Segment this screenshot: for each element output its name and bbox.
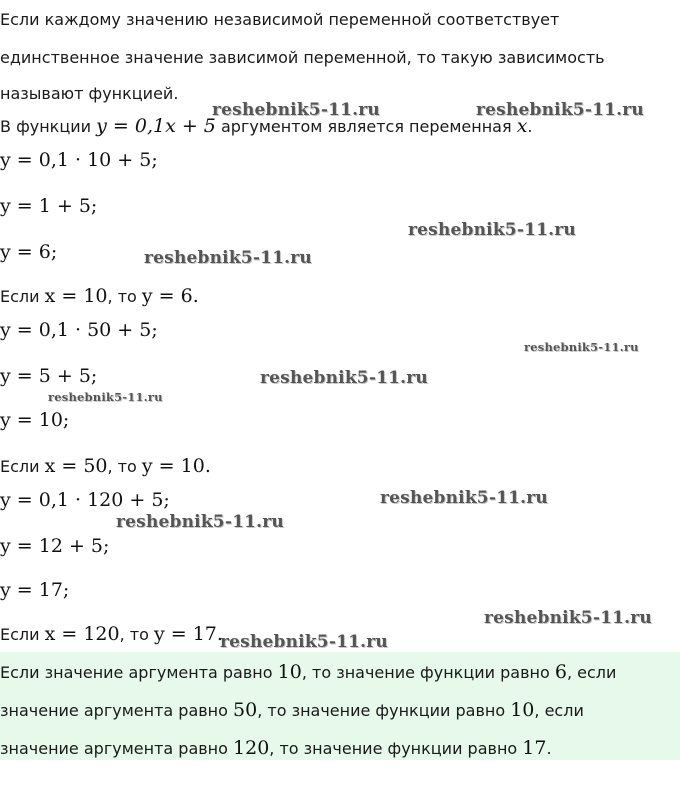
- answer-text: , то значение функции равно: [257, 701, 506, 720]
- conclusion-cond: x = 10: [44, 285, 108, 307]
- watermark: reshebnik5-11.ru: [116, 512, 284, 532]
- statement-end: .: [527, 117, 533, 136]
- answer-text: , то значение функции равно: [269, 739, 518, 758]
- answer-number: 17: [522, 737, 547, 759]
- conclusion-cond: x = 50: [44, 455, 108, 477]
- answer-text: , если: [534, 701, 584, 720]
- step-1-1: y = 0,1 · 10 + 5;: [0, 149, 158, 171]
- answer-number: 6: [554, 661, 567, 683]
- definition-line-2: единственное значение зависимой переменной, то такую зависимость: [0, 48, 605, 67]
- answer-number: 120: [233, 737, 270, 759]
- step-2-2: y = 5 + 5;: [0, 365, 98, 387]
- answer-line-1: [0, 660, 616, 684]
- watermark: reshebnik5-11.ru: [380, 488, 548, 508]
- step-3-2: y = 12 + 5;: [0, 535, 110, 557]
- step-1-3: y = 6;: [0, 241, 58, 263]
- conclusion-then: , то: [107, 287, 137, 306]
- conclusion-if: Если: [0, 625, 40, 644]
- conclusion-result: y = 6.: [141, 285, 199, 307]
- answer-line-3: [0, 736, 552, 760]
- watermark: reshebnik5-11.ru: [144, 248, 312, 268]
- step-2-1: y = 0,1 · 50 + 5;: [0, 319, 158, 341]
- conclusion-result: y = 17.: [153, 623, 223, 645]
- statement-variable: x: [516, 115, 528, 137]
- watermark: reshebnik5-11.ru: [408, 220, 576, 240]
- answer-number: 10: [510, 699, 535, 721]
- answer-text: , если: [566, 663, 617, 682]
- watermark: reshebnik5-11.ru: [484, 608, 652, 628]
- answer-text: значение аргумента равно: [0, 739, 228, 758]
- step-2-3: y = 10;: [0, 409, 70, 431]
- step-1-2: y = 1 + 5;: [0, 195, 98, 217]
- watermark: reshebnik5-11.ru: [220, 632, 388, 652]
- answer-text: Если значение аргумента равно: [0, 663, 273, 682]
- statement-formula: y = 0,1x + 5: [96, 115, 216, 137]
- answer-text: .: [546, 739, 552, 758]
- step-3-3: y = 17;: [0, 579, 70, 601]
- step-3-1: y = 0,1 · 120 + 5;: [0, 489, 170, 511]
- answer-text: , то значение функции равно: [301, 663, 550, 682]
- definition-line-3: называют функцией.: [0, 84, 179, 103]
- conclusion-if: Если: [0, 287, 40, 306]
- statement-middle: аргументом является переменная: [220, 117, 512, 136]
- watermark: reshebnik5-11.ru: [524, 340, 639, 354]
- conclusion-then: , то: [119, 625, 149, 644]
- answer-number: 50: [233, 699, 258, 721]
- conclusion-1: [0, 284, 199, 308]
- watermark: reshebnik5-11.ru: [260, 368, 428, 388]
- conclusion-3: [0, 622, 223, 646]
- conclusion-then: , то: [107, 457, 137, 476]
- answer-text: значение аргумента равно: [0, 701, 228, 720]
- conclusion-2: [0, 454, 211, 478]
- watermark: reshebnik5-11.ru: [48, 390, 163, 404]
- conclusion-if: Если: [0, 457, 40, 476]
- statement-prefix: В функции: [0, 117, 92, 136]
- watermark: reshebnik5-11.ru: [212, 100, 380, 120]
- answer-line-2: [0, 698, 584, 722]
- answer-number: 10: [277, 661, 302, 683]
- conclusion-result: y = 10.: [141, 455, 211, 477]
- watermark: reshebnik5-11.ru: [476, 100, 644, 120]
- definition-line-1: Если каждому значению независимой переменной соответствует: [0, 10, 560, 29]
- conclusion-cond: x = 120: [44, 623, 120, 645]
